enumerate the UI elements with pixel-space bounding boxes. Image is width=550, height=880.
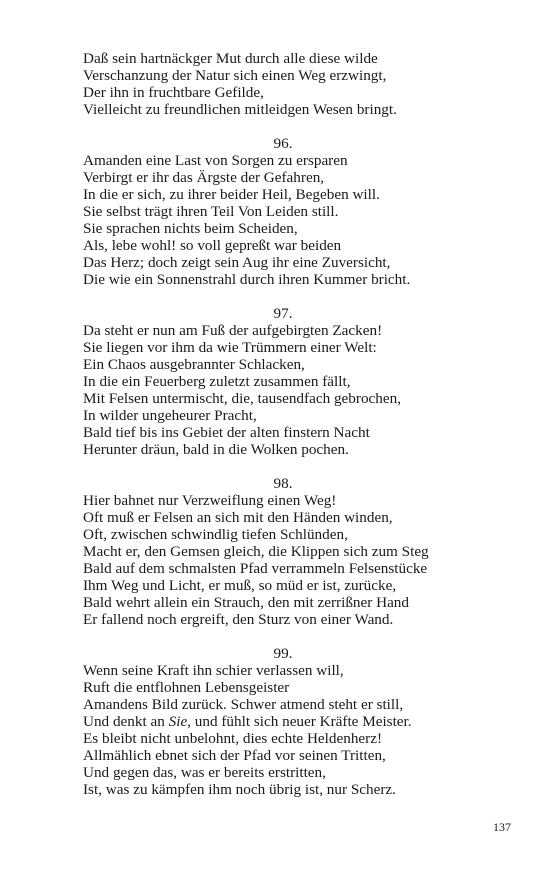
poem-text	[83, 50, 483, 798]
stanza-number: 98.	[273, 475, 293, 492]
stanza-number: 97.	[273, 305, 293, 322]
emphasis: Sie,	[168, 713, 191, 730]
stanza	[83, 305, 483, 458]
verse-line: Als, lebe wohl! so voll gepreßt war beiden	[83, 237, 342, 254]
verse-line: Es bleibt nicht unbelohnt, dies echte Heldenherz!	[83, 730, 383, 747]
verse-line: Sie sprachen nichts beim Scheiden,	[83, 220, 298, 237]
verse-line: Wenn seine Kraft ihn schier verlassen will,	[83, 662, 344, 679]
stanza-number: 99.	[273, 645, 293, 662]
verse-line: Vielleicht zu freundlichen mitleidgen Wesen bringt.	[83, 101, 397, 118]
verse-line: Und denkt an Sie, und fühlt sich neuer Kräfte Meister.	[83, 713, 412, 730]
verse-line: Da steht er nun am Fuß der aufgebirgten Zacken!	[83, 322, 383, 339]
verse-line: Sie selbst trägt ihren Teil Von Leiden still.	[83, 203, 339, 220]
verse-line: Allmählich ebnet sich der Pfad vor seinen Tritten,	[83, 747, 386, 764]
stanza	[83, 135, 483, 288]
verse-line: Verschanzung der Natur sich einen Weg erzwingt,	[83, 67, 387, 84]
verse-line: Herunter dräun, bald in die Wolken pochen.	[83, 441, 349, 458]
verse-line: Bald tief bis ins Gebiet der alten finstern Nacht	[83, 424, 370, 441]
verse-line: Macht er, den Gemsen gleich, die Klippen sich zum Steg	[83, 543, 429, 560]
page-number: 137	[493, 820, 511, 834]
verse-line: Bald wehrt allein ein Strauch, den mit zerrißner Hand	[83, 594, 409, 611]
verse-line: In wilder ungeheurer Pracht,	[83, 407, 257, 424]
verse-line: Ein Chaos ausgebrannter Schlacken,	[83, 356, 305, 373]
verse-line: In die er sich, zu ihrer beider Heil, Begeben will.	[83, 186, 380, 203]
verse-line: Der ihn in fruchtbare Gefilde,	[83, 84, 264, 101]
verse-line: Amandens Bild zurück. Schwer atmend steht er still,	[83, 696, 404, 713]
verse-line: Ihm Weg und Licht, er muß, so müd er ist, zurücke,	[83, 577, 397, 594]
verse-line: Daß sein hartnäckger Mut durch alle diese wilde	[83, 50, 378, 67]
verse-line: Verbirgt er ihr das Ärgste der Gefahren,	[83, 169, 325, 186]
stanza	[83, 50, 483, 118]
verse-line: Ist, was zu kämpfen ihm noch übrig ist, nur Scherz.	[83, 781, 396, 798]
stanza	[83, 645, 483, 798]
stanza	[83, 475, 483, 628]
verse-line: Die wie ein Sonnenstrahl durch ihren Kummer bricht.	[83, 271, 411, 288]
verse-line: Sie liegen vor ihm da wie Trümmern einer Welt:	[83, 339, 377, 356]
verse-line: Und gegen das, was er bereits erstritten,	[83, 764, 326, 781]
verse-line: Ruft die entflohnen Lebensgeister	[83, 679, 290, 696]
verse-line: Mit Felsen untermischt, die, tausendfach gebrochen,	[83, 390, 402, 407]
stanza-number: 96.	[273, 135, 293, 152]
verse-line: Bald auf dem schmalsten Pfad verrammeln Felsenstücke	[83, 560, 428, 577]
verse-line: Hier bahnet nur Verzweiflung einen Weg!	[83, 492, 337, 509]
verse-line: Oft, zwischen schwindlig tiefen Schlünden,	[83, 526, 348, 543]
verse-line: Amanden eine Last von Sorgen zu ersparen	[83, 152, 348, 169]
verse-line: Er fallend noch ergreift, den Sturz von einer Wand.	[83, 611, 394, 628]
verse-line: In die ein Feuerberg zuletzt zusammen fällt,	[83, 373, 351, 390]
verse-line: Das Herz; doch zeigt sein Aug ihr eine Zuversicht,	[83, 254, 391, 271]
verse-line: Oft muß er Felsen an sich mit den Händen winden,	[83, 509, 393, 526]
